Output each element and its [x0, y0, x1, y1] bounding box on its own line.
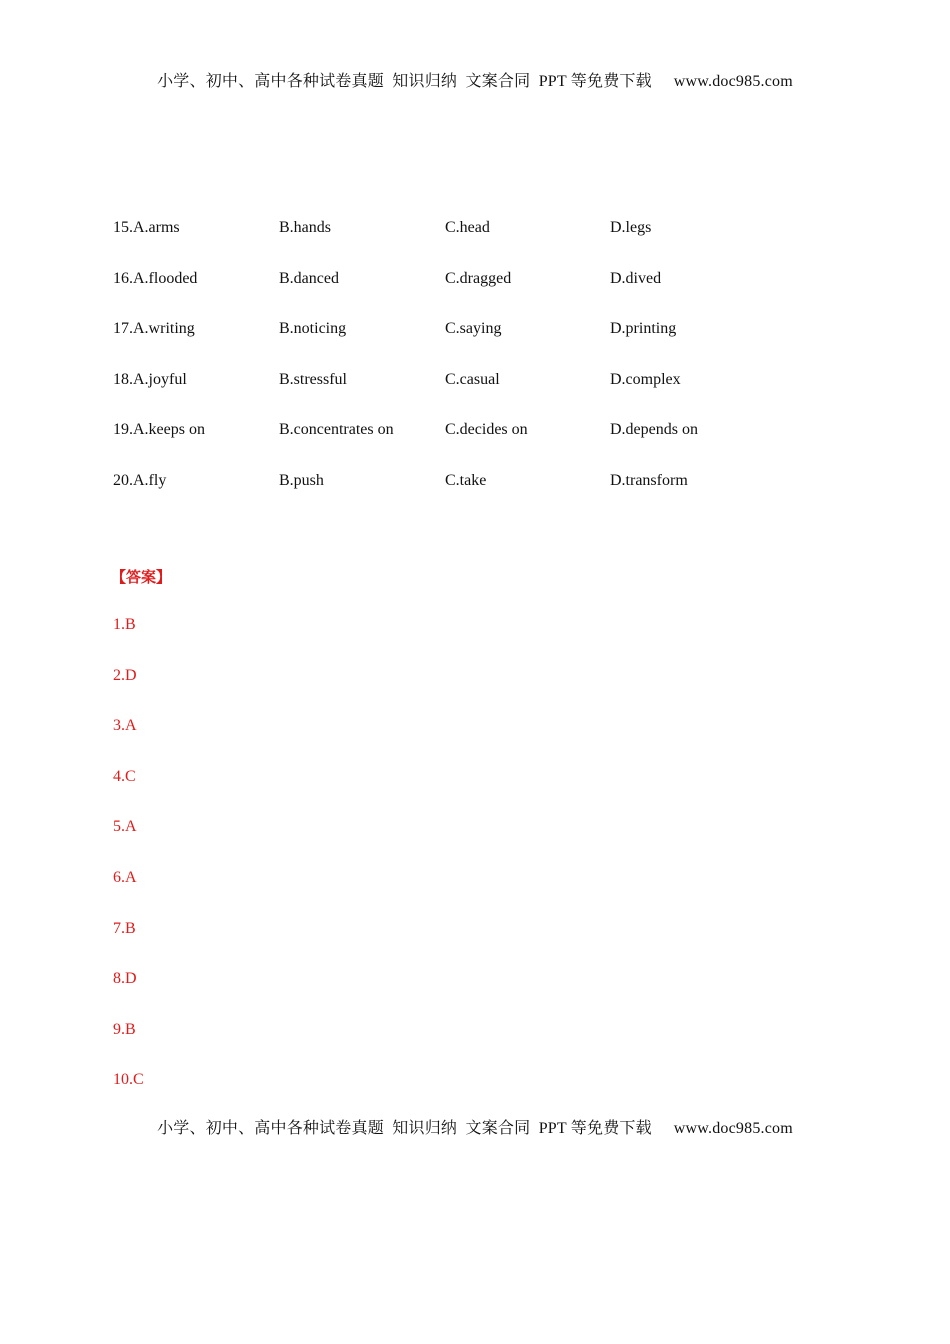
option-b: B.hands: [279, 219, 331, 236]
option-d: D.complex: [610, 370, 681, 388]
footer-text: 小学、初中、高中各种试卷真题 知识归纳 文案合同 PPT 等免费下载: [157, 1120, 652, 1137]
option-b: B.stressful: [279, 370, 347, 388]
option-a: 19.A.keeps on: [113, 421, 205, 439]
question-row: [113, 219, 813, 270]
option-d: D.printing: [610, 320, 677, 338]
options-table: [113, 219, 813, 523]
option-b: B.danced: [279, 269, 339, 287]
option-a: 15.A.arms: [113, 219, 180, 236]
page-header: [0, 68, 950, 91]
option-d: D.dived: [610, 269, 662, 287]
answer-item: 8.D: [113, 970, 137, 988]
answer-item: 2.D: [113, 666, 137, 684]
option-b: B.noticing: [279, 320, 347, 338]
answer-item: 1.B: [113, 616, 136, 633]
option-c: C.head: [445, 219, 490, 236]
option-a: 18.A.joyful: [113, 370, 187, 388]
option-d: D.legs: [610, 219, 652, 236]
footer-url: www.doc985.com: [673, 1120, 793, 1137]
answer-item: 6.A: [113, 868, 137, 886]
option-c: C.take: [445, 471, 487, 489]
option-d: D.transform: [610, 471, 688, 489]
answer-item: 4.C: [113, 767, 136, 785]
question-row: [113, 421, 813, 472]
option-c: C.decides on: [445, 421, 528, 439]
question-row: [113, 371, 813, 422]
answer-item: 9.B: [113, 1020, 136, 1038]
option-d: D.depends on: [610, 421, 698, 439]
option-b: B.concentrates on: [279, 421, 394, 439]
page-footer: [0, 1115, 950, 1138]
answer-title: 【答案】: [111, 568, 172, 586]
option-a: 20.A.fly: [113, 471, 167, 489]
option-c: C.casual: [445, 370, 500, 388]
question-row: [113, 472, 813, 523]
option-a: 16.A.flooded: [113, 269, 198, 287]
option-c: C.saying: [445, 320, 502, 338]
option-c: C.dragged: [445, 269, 512, 287]
header-text: 小学、初中、高中各种试卷真题 知识归纳 文案合同 PPT 等免费下载: [157, 73, 652, 90]
answer-item: 3.A: [113, 717, 137, 735]
option-b: B.push: [279, 471, 324, 489]
question-row: [113, 270, 813, 321]
answer-item: 5.A: [113, 818, 137, 836]
question-row: [113, 320, 813, 371]
option-a: 17.A.writing: [113, 320, 195, 338]
answer-item: 7.B: [113, 919, 136, 937]
answer-item: 10.C: [113, 1071, 144, 1089]
answer-section: [113, 566, 171, 1122]
header-url: www.doc985.com: [673, 73, 793, 90]
